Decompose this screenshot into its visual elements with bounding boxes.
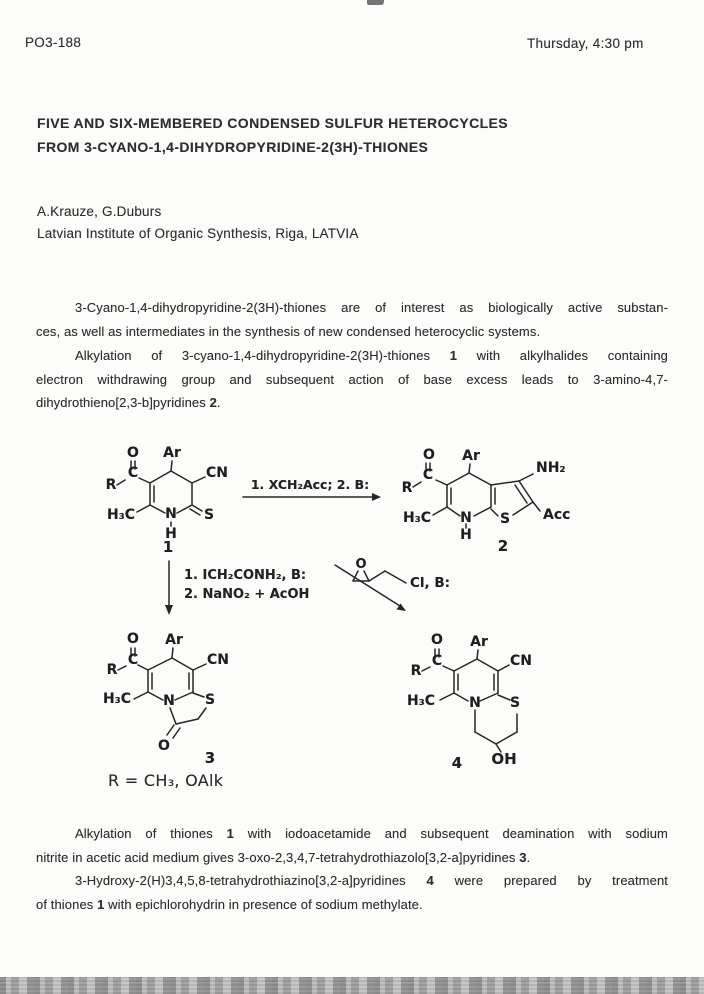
paragraph-3 [36, 822, 668, 869]
compound-3-structure [88, 626, 298, 771]
down-arrow-reagent-line-1: 1. ICH₂CONH₂, B: [184, 568, 307, 583]
atom-label-h: H [165, 526, 177, 542]
authors-line: A.Krauze, G.Duburs [37, 204, 162, 219]
title-line-1: FIVE AND SIX-MEMBERED CONDENSED SULFUR HETEROCYCLES [37, 115, 509, 131]
atom-label-n: N [165, 506, 177, 522]
scan-artifact-top [367, 0, 384, 5]
atom-label-nh2: NH₂ [536, 460, 566, 476]
bond-lines [353, 571, 406, 583]
scan-artifact-bottom [0, 977, 704, 994]
atom-label-ar: Ar [470, 634, 488, 650]
epoxide-structure [348, 556, 478, 592]
header-code: PO3-188 [25, 35, 82, 50]
compound-1-structure [88, 438, 248, 558]
text-segment: of thiones [36, 896, 98, 912]
paragraph-3-line-1 [36, 822, 668, 846]
compound-ref-3: 3 [519, 849, 527, 865]
atom-label-cn: CN [510, 653, 532, 669]
atom-label-r: R [410, 663, 422, 679]
compound-ref-1: 1 [226, 826, 234, 841]
atom-label-o: O [127, 631, 139, 647]
compound-number-1: 1 [162, 538, 174, 556]
text-segment: dihydrothieno[2,3-b]pyridines [36, 395, 210, 410]
atom-label-r: R [106, 662, 118, 678]
affiliation-line: Latvian Institute of Organic Synthesis, Riga, LATVIA [37, 226, 359, 241]
atom-label-h: H [460, 527, 472, 543]
compound-4-structure [390, 626, 600, 778]
paragraph-2-line-1 [36, 344, 668, 368]
epichlorohydrin-label: Cl, B: [410, 575, 451, 591]
text-segment: with iodoacetamide and subsequent deamination with sodium [233, 826, 668, 841]
atom-label-r: R [401, 480, 413, 496]
atom-label-h3c: H₃C [102, 691, 132, 707]
atom-label-h3c: H₃C [406, 693, 436, 709]
text-segment: with alkylhalides containing [457, 348, 668, 363]
paragraph-2-line-3 [36, 391, 668, 415]
text-segment: 3-Hydroxy-2(H)3,4,5,8-tetrahydrothiazino[3,2-a]pyridines [75, 873, 427, 888]
down-arrow-reagents [184, 566, 309, 604]
paragraph-1-line-2: ces, as well as intermediates in the synthesis of new condensed heterocyclic systems. [36, 323, 541, 339]
atom-label-c: C [127, 465, 139, 481]
paragraph-4-line-1 [36, 869, 668, 893]
compound-number-4: 4 [451, 754, 463, 772]
atom-label-ar: Ar [163, 445, 181, 461]
title-line-2: FROM 3-CYANO-1,4-DIHYDROPYRIDINE-2(3H)-THIONES [37, 138, 429, 155]
atom-label-n: N [163, 693, 175, 709]
paragraph-2 [36, 344, 668, 415]
text-segment: were prepared by treatment [433, 873, 668, 888]
paragraph-1-line-1: 3-Cyano-1,4-dihydropyridine-2(3H)-thiones are of interest as biologically active substan- [75, 300, 668, 315]
atom-label-s: S [499, 511, 511, 527]
compound-number-2: 2 [497, 537, 509, 555]
atom-label-o: O [423, 447, 435, 463]
atom-label-n: N [460, 510, 472, 526]
reaction-arrow-right [242, 490, 382, 504]
text-segment: . [216, 395, 221, 410]
atom-label-n: N [469, 695, 481, 711]
atom-label-o: O [127, 445, 139, 461]
text-segment: with epichlorohydrin in presence of sodium methylate. [104, 896, 423, 912]
atom-label-c: C [127, 652, 139, 668]
atom-label-oh: OH [491, 750, 517, 768]
page-title [37, 112, 657, 159]
atom-label-s: S [204, 692, 216, 708]
paragraph-4-line-2 [36, 893, 668, 917]
atom-label-ar: Ar [462, 448, 480, 464]
atom-label-h3c: H₃C [402, 510, 432, 526]
paragraph-2-line-2: electron withdrawing group and subsequent action of base excess leads to 3-amino-4,7- [36, 371, 668, 387]
text-segment: nitrite in acetic acid medium gives 3-oxo-2,3,4,7-tetrahydrothiazolo[3,2-a]pyridines [36, 849, 520, 865]
atom-label-s: S [203, 507, 215, 523]
text-segment: Alkylation of 3-cyano-1,4-dihydropyridine-2(3H)-thiones [75, 348, 450, 363]
r-substituent-note: R = CH₃, OAlk [108, 771, 224, 790]
compound-ref-1: 1 [449, 348, 458, 363]
paragraph-1 [36, 296, 668, 343]
epoxide-o-label: O [355, 557, 367, 572]
compound-ref-1: 1 [97, 896, 105, 912]
atom-label-ar: Ar [165, 632, 183, 648]
compound-2-structure [388, 438, 638, 563]
atom-label-o: O [431, 632, 443, 648]
text-segment: . [526, 849, 531, 865]
reaction-arrow-down [160, 560, 178, 616]
paragraph-4 [36, 869, 668, 916]
atom-label-acc: Acc [543, 507, 571, 523]
atom-label-r: R [105, 477, 117, 493]
down-arrow-reagent-line-2: 2. NaNO₂ + AcOH [184, 587, 310, 602]
paragraph-3-line-2 [36, 846, 668, 870]
arrow-1-reagents-label: 1. XCH₂Acc; 2. B: [250, 477, 370, 492]
atom-label-cn: CN [206, 465, 228, 481]
atom-label-cn: CN [207, 652, 229, 668]
compound-ref-4: 4 [426, 873, 434, 888]
atom-label-c: C [422, 467, 434, 483]
atom-label-s: S [509, 695, 521, 711]
atom-label-o2: O [158, 738, 170, 754]
compound-number-3: 3 [204, 749, 216, 767]
header-session-time: Thursday, 4:30 pm [527, 36, 644, 51]
atom-label-c: C [431, 653, 443, 669]
compound-ref-2: 2 [209, 395, 217, 410]
text-segment: Alkylation of thiones [75, 826, 227, 841]
atom-label-h3c: H₃C [106, 507, 136, 523]
